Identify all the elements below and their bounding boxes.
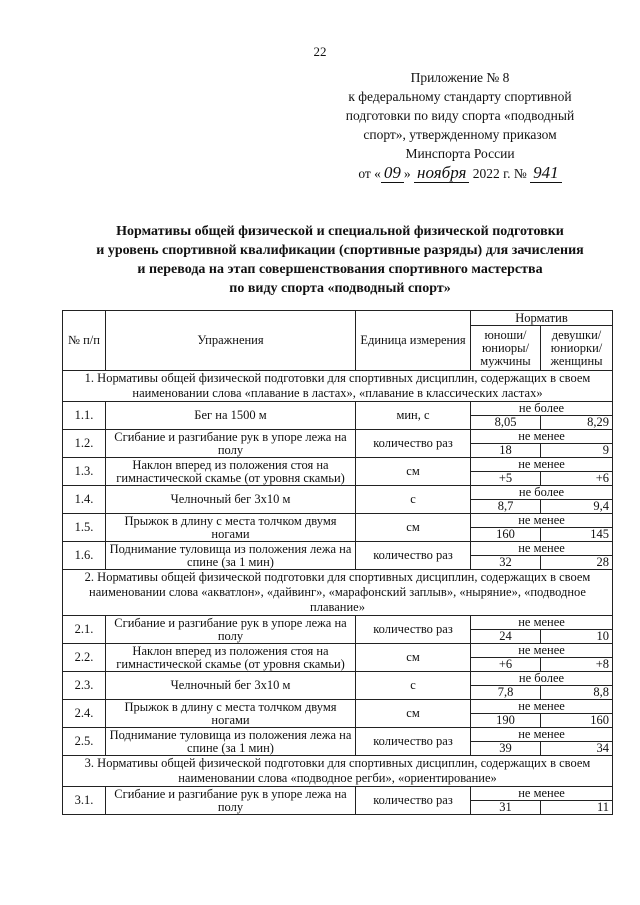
exercise-name: Наклон вперед из положения стоя на гимнастической скамье (от уровня скамьи)	[106, 644, 356, 672]
row-number: 1.6.	[63, 542, 106, 570]
condition: не более	[471, 672, 613, 686]
section-title: 2. Нормативы общей физической подготовки для спортивных дисциплин, содержащих в своем наименовании слова «акватлон», «дайвинг», «марафонский заплыв», «ныряние», «подводное плавание»	[63, 570, 613, 616]
section-title: 3. Нормативы общей физической подготовки для спортивных дисциплин, содержащих в своем наименовании слова «подводное регби», «ориентирование»	[63, 756, 613, 787]
row-number: 2.5.	[63, 728, 106, 756]
value-male: 32	[471, 556, 541, 570]
exercise-name: Сгибание и разгибание рук в упоре лежа на полу	[106, 616, 356, 644]
condition: не менее	[471, 458, 613, 472]
row-number: 2.4.	[63, 700, 106, 728]
exercise-name: Прыжок в длину с места толчком двумя ногами	[106, 700, 356, 728]
appendix-line: Минспорта России	[405, 146, 515, 161]
condition: не менее	[471, 514, 613, 528]
table-row	[63, 700, 613, 714]
header-norm: Норматив	[471, 311, 613, 326]
value-male: 8,05	[471, 416, 541, 430]
value-female: 34	[541, 742, 613, 756]
unit: количество раз	[356, 787, 471, 815]
row-number: 1.3.	[63, 458, 106, 486]
unit: мин, с	[356, 402, 471, 430]
table-row	[63, 486, 613, 500]
header-exercise: Упражнения	[106, 311, 356, 371]
appendix-line: подготовки по виду спорта «подводный	[345, 108, 575, 123]
exercise-name: Сгибание и разгибание рук в упоре лежа на полу	[106, 430, 356, 458]
table-row	[63, 616, 613, 630]
condition: не менее	[471, 430, 613, 444]
exercise-name: Челночный бег 3х10 м	[106, 672, 356, 700]
table-row	[63, 787, 613, 801]
value-male: 18	[471, 444, 541, 458]
row-number: 1.4.	[63, 486, 106, 514]
row-number: 1.5.	[63, 514, 106, 542]
header-num: № п/п	[63, 311, 106, 371]
condition: не менее	[471, 644, 613, 658]
condition: не менее	[471, 787, 613, 801]
norms-table	[62, 310, 613, 815]
appendix-line: спорт», утвержденному приказом	[363, 127, 557, 142]
title-line: Нормативы общей физической и специальной физической подготовки	[116, 224, 564, 239]
unit: см	[356, 644, 471, 672]
value-female: 145	[541, 528, 613, 542]
value-female: 9	[541, 444, 613, 458]
condition: не менее	[471, 700, 613, 714]
exercise-name: Поднимание туловища из положения лежа на спине (за 1 мин)	[106, 728, 356, 756]
row-number: 1.1.	[63, 402, 106, 430]
document-title	[60, 222, 620, 298]
table-row	[63, 644, 613, 658]
unit: с	[356, 486, 471, 514]
value-male: 31	[471, 801, 541, 815]
row-number: 2.2.	[63, 644, 106, 672]
condition: не более	[471, 402, 613, 416]
unit: см	[356, 700, 471, 728]
value-male: 8,7	[471, 500, 541, 514]
value-male: 7,8	[471, 686, 541, 700]
row-number: 2.1.	[63, 616, 106, 644]
exercise-name: Бег на 1500 м	[106, 402, 356, 430]
value-female: 10	[541, 630, 613, 644]
title-line: и перевода на этап совершенствования спортивного мастерства	[137, 262, 543, 277]
value-male: 39	[471, 742, 541, 756]
condition: не менее	[471, 728, 613, 742]
value-female: 8,8	[541, 686, 613, 700]
value-male: 24	[471, 630, 541, 644]
row-number: 2.3.	[63, 672, 106, 700]
header-unit: Единица измерения	[356, 311, 471, 371]
handwritten-day: 09	[381, 163, 404, 183]
date-mid: »	[403, 166, 411, 181]
condition: не менее	[471, 616, 613, 630]
unit: см	[356, 514, 471, 542]
table-row	[63, 542, 613, 556]
exercise-name: Прыжок в длину с места толчком двумя ногами	[106, 514, 356, 542]
date-year: 2022 г. №	[472, 166, 527, 181]
header-girls: девушки/ юниорки/ женщины	[541, 326, 613, 371]
order-date	[330, 163, 590, 183]
unit: с	[356, 672, 471, 700]
table-row	[63, 430, 613, 444]
exercise-name: Челночный бег 3х10 м	[106, 486, 356, 514]
unit: количество раз	[356, 728, 471, 756]
exercise-name: Поднимание туловища из положения лежа на спине (за 1 мин)	[106, 542, 356, 570]
handwritten-month: ноября	[414, 163, 469, 183]
condition: не более	[471, 486, 613, 500]
unit: количество раз	[356, 542, 471, 570]
row-number: 1.2.	[63, 430, 106, 458]
value-female: +8	[541, 658, 613, 672]
value-female: 11	[541, 801, 613, 815]
value-male: 160	[471, 528, 541, 542]
value-female: 8,29	[541, 416, 613, 430]
table-row	[63, 728, 613, 742]
appendix-block	[330, 68, 590, 183]
table-row	[63, 458, 613, 472]
table-row	[63, 672, 613, 686]
exercise-name: Наклон вперед из положения стоя на гимнастической скамье (от уровня скамьи)	[106, 458, 356, 486]
value-female: +6	[541, 472, 613, 486]
section-title: 1. Нормативы общей физической подготовки для спортивных дисциплин, содержащих в своем наименовании слова «плавание в ластах», «плавание в классических ластах»	[63, 371, 613, 402]
appendix-line: Приложение № 8	[410, 70, 510, 85]
page-number: 22	[313, 44, 327, 59]
header-boys: юноши/ юниоры/ мужчины	[471, 326, 541, 371]
title-line: и уровень спортивной квалификации (спортивные разряды) для зачисления	[96, 243, 584, 258]
date-prefix: от «	[358, 166, 381, 181]
table-row	[63, 402, 613, 416]
handwritten-number: 941	[530, 163, 562, 183]
value-female: 28	[541, 556, 613, 570]
condition: не менее	[471, 542, 613, 556]
exercise-name: Сгибание и разгибание рук в упоре лежа на полу	[106, 787, 356, 815]
value-male: 190	[471, 714, 541, 728]
value-male: +6	[471, 658, 541, 672]
title-line: по виду спорта «подводный спорт»	[229, 281, 451, 296]
unit: количество раз	[356, 430, 471, 458]
appendix-line: к федеральному стандарту спортивной	[348, 89, 572, 104]
unit: количество раз	[356, 616, 471, 644]
unit: см	[356, 458, 471, 486]
value-female: 9,4	[541, 500, 613, 514]
value-male: +5	[471, 472, 541, 486]
value-female: 160	[541, 714, 613, 728]
row-number: 3.1.	[63, 787, 106, 815]
table-row	[63, 514, 613, 528]
